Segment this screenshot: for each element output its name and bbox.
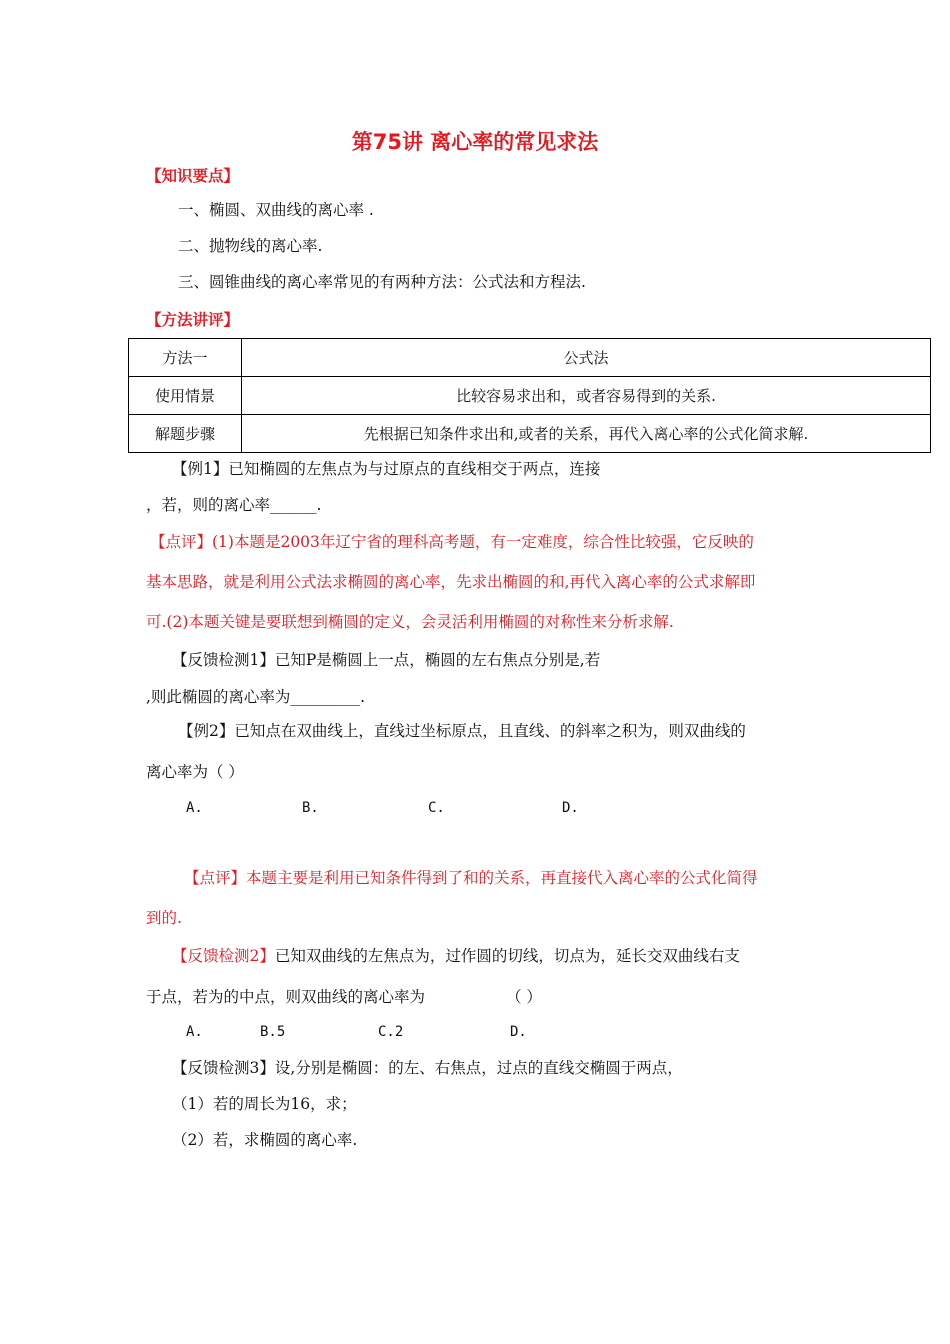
page-title: 第75讲 离心率的常见求法 [351,130,599,154]
table-row [129,415,931,453]
table-cell-content: 比较容易求出和，或者容易得到的关系. [242,377,931,415]
comment1-line2: 基本思路，就是利用公式法求椭圆的离心率，先求出椭圆的和,再代入离心率的公式求解即 [146,573,756,591]
table-row [129,377,931,415]
section-knowledge-heading: 【知识要点】 [146,167,240,185]
feedback3-question1: （1）若的周长为16，求； [172,1095,357,1113]
feedback2-line2: 于点，若为的中点，则双曲线的离心率为 [146,988,426,1006]
example2-choice-c: C. [428,800,445,816]
feedback2-choice-c: C.2 [378,1024,404,1040]
table-cell-label: 使用情景 [129,377,242,415]
comment2-line1: 【点评】本题主要是利用已知条件得到了和的关系，再直接代入离心率的公式化简得 [184,869,758,887]
comment1-line3: 可.(2)本题关键是要联想到椭圆的定义，会灵活利用椭圆的对称性来分析求解. [146,613,674,631]
feedback3-question2: （2）若，求椭圆的离心率. [172,1131,358,1149]
feedback1-line1: 【反馈检测1】已知P是椭圆上一点，椭圆的左右焦点分别是,若 [172,651,601,669]
method-table [128,338,931,453]
feedback1-line2: ,则此椭圆的离心率为_________. [146,688,366,706]
example2-choice-d: D. [562,800,579,816]
example2-line1: 【例2】已知点在双曲线上，直线过坐标原点，且直线、的斜率之积为，则双曲线的 [178,722,746,740]
feedback2-choice-b: B.5 [260,1024,286,1040]
example1-line1: 【例1】已知椭圆的左焦点为与过原点的直线相交于两点，连接 [172,460,601,478]
knowledge-point-1: 一、椭圆、双曲线的离心率 . [178,201,374,219]
feedback2-choice-a: A. [186,1024,203,1040]
example2-line2: 离心率为（ ） [146,763,244,781]
feedback2-paren: （ ） [506,988,542,1006]
feedback2-label: 【反馈检测2】 [172,947,275,965]
knowledge-point-2: 二、抛物线的离心率. [178,237,323,255]
example2-choice-b: B. [302,800,319,816]
table-cell-content: 先根据已知条件求出和,或者的关系，再代入离心率的公式化简求解. [242,415,931,453]
section-method-heading: 【方法讲评】 [146,311,240,329]
example2-choice-a: A. [186,800,203,816]
feedback2-choice-d: D. [510,1024,527,1040]
table-cell-label: 解题步骤 [129,415,242,453]
example1-line2: ，若，则的离心率______. [146,496,322,514]
comment2-line2: 到的. [146,909,182,927]
feedback2-line1: 已知双曲线的左焦点为，过作圆的切线，切点为，延长交双曲线右支 [274,947,740,965]
comment1-line1: 【点评】(1)本题是2003年辽宁省的理科高考题，有一定难度，综合性比较强，它反映的 [150,533,754,551]
feedback3-line1: 【反馈检测3】设,分别是椭圆：的左、右焦点，过点的直线交椭圆于两点， [172,1059,683,1077]
table-row [129,339,931,377]
table-cell-content: 公式法 [242,339,931,377]
knowledge-point-3: 三、圆锥曲线的离心率常见的有两种方法：公式法和方程法. [178,273,586,291]
table-cell-label: 方法一 [129,339,242,377]
